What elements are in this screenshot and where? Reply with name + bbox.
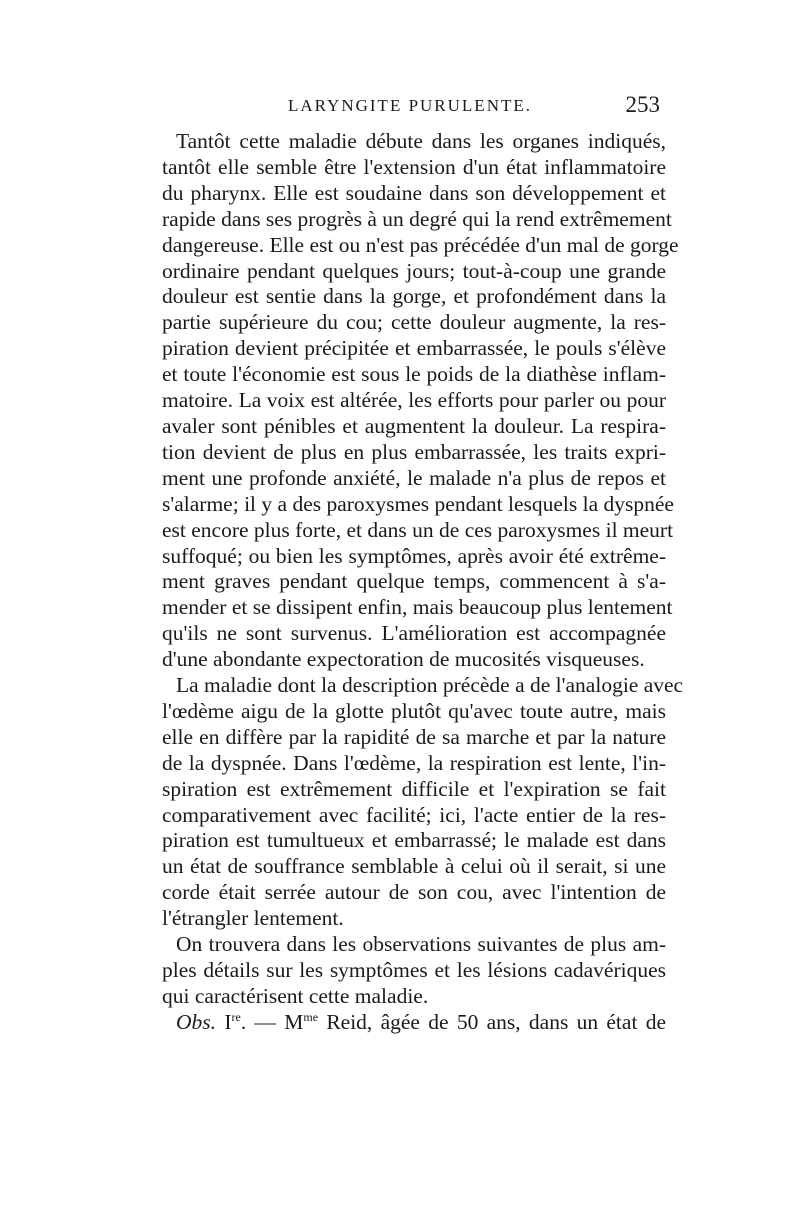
paragraph (162, 129, 679, 673)
page-header (162, 92, 660, 126)
text-line: ment une profonde anxiété, le malade n'a plus de repos et (162, 465, 666, 490)
text-line: spiration est extrêmement difficile et l'expiration se fait (162, 776, 666, 801)
text-line: ment graves pendant quelque temps, commencent à s'a- (162, 569, 666, 594)
text-line: un état de souffrance semblable à celui où il serait, si une (162, 854, 666, 879)
text-line: s'alarme; il y a des paroxysmes pendant lesquels la dyspnée (162, 491, 674, 516)
paragraph (162, 673, 684, 932)
text-line: ordinaire pendant quelques jours; tout-à-coup une grande (162, 258, 666, 283)
observation-line (162, 1010, 666, 1036)
text-line: matoire. La voix est altérée, les efforts pour parler ou pour (162, 388, 666, 413)
text-line: piration devient précipitée et embarrassée, le pouls s'élève (162, 336, 666, 361)
observation-number-superscript: re (231, 1009, 241, 1024)
text-line: de la dyspnée. Dans l'œdème, la respiration est lente, l'in- (162, 750, 666, 775)
body-text (162, 129, 684, 1036)
observation-text: Reid, âgée de 50 ans, dans un état de (318, 1009, 666, 1034)
text-line: mender et se dissipent enfin, mais beaucoup plus lentement (162, 595, 673, 620)
text-line: l'œdème aigu de la glotte plutôt qu'avec toute autre, mais (162, 698, 666, 723)
running-title: LARYNGITE PURULENTE. (288, 96, 532, 115)
text-line: d'une abondante expectoration de mucosités visqueuses. (162, 647, 645, 672)
text-line: tantôt elle semble être l'extension d'un état inflammatoire (162, 154, 666, 179)
observation-title-superscript: me (303, 1009, 319, 1024)
text-line: est encore plus forte, et dans un de ces paroxysmes il meurt (162, 517, 674, 542)
text-line: La maladie dont la description précède a de l'analogie avec (176, 673, 684, 698)
text-line: piration est tumultueux et embarrassé; le malade est dans (162, 828, 666, 853)
text-line: comparativement avec facilité; ici, l'acte entier de la res- (162, 802, 666, 827)
text-line: tion devient de plus en plus embarrassée, les traits expri- (162, 439, 666, 464)
text-line: qu'ils ne sont survenus. L'amélioration est accompagnée (162, 621, 666, 646)
observation-number: I (224, 1009, 232, 1034)
text-line: rapide dans ses progrès à un degré qui la rend extrêmement (162, 206, 672, 231)
text-line: et toute l'économie est sous le poids de la diathèse inflam- (162, 362, 666, 387)
text-line: corde était serrée autour de son cou, avec l'intention de (162, 880, 666, 905)
text-line: du pharynx. Elle est soudaine dans son développement et (162, 180, 666, 205)
observation-label: Obs. (176, 1009, 217, 1034)
text-line: elle en diffère par la rapidité de sa marche et par la nature (162, 724, 666, 749)
text-line: partie supérieure du cou; cette douleur augmente, la res- (162, 310, 666, 335)
text-line: qui caractérisent cette maladie. (162, 983, 429, 1008)
paragraph (162, 932, 666, 1010)
observation-dash: . — M (240, 1009, 304, 1034)
text-line: l'étrangler lentement. (162, 906, 344, 931)
text-line: Tantôt cette maladie débute dans les organes indiqués, (176, 129, 666, 153)
page-number: 253 (625, 92, 660, 117)
text-line: dangereuse. Elle est ou n'est pas précédée d'un mal de gorge (162, 232, 679, 257)
text-line: douleur est sentie dans la gorge, et profondément dans la (162, 284, 666, 309)
text-line: avaler sont pénibles et augmentent la douleur. La respira- (162, 413, 666, 438)
text-line: suffoqué; ou bien les symptômes, après avoir été extrême- (162, 543, 666, 568)
observation-paragraph (162, 1010, 666, 1036)
text-line: On trouvera dans les observations suivantes de plus am- (176, 932, 666, 957)
text-line: ples détails sur les symptômes et les lésions cadavériques (162, 958, 666, 982)
